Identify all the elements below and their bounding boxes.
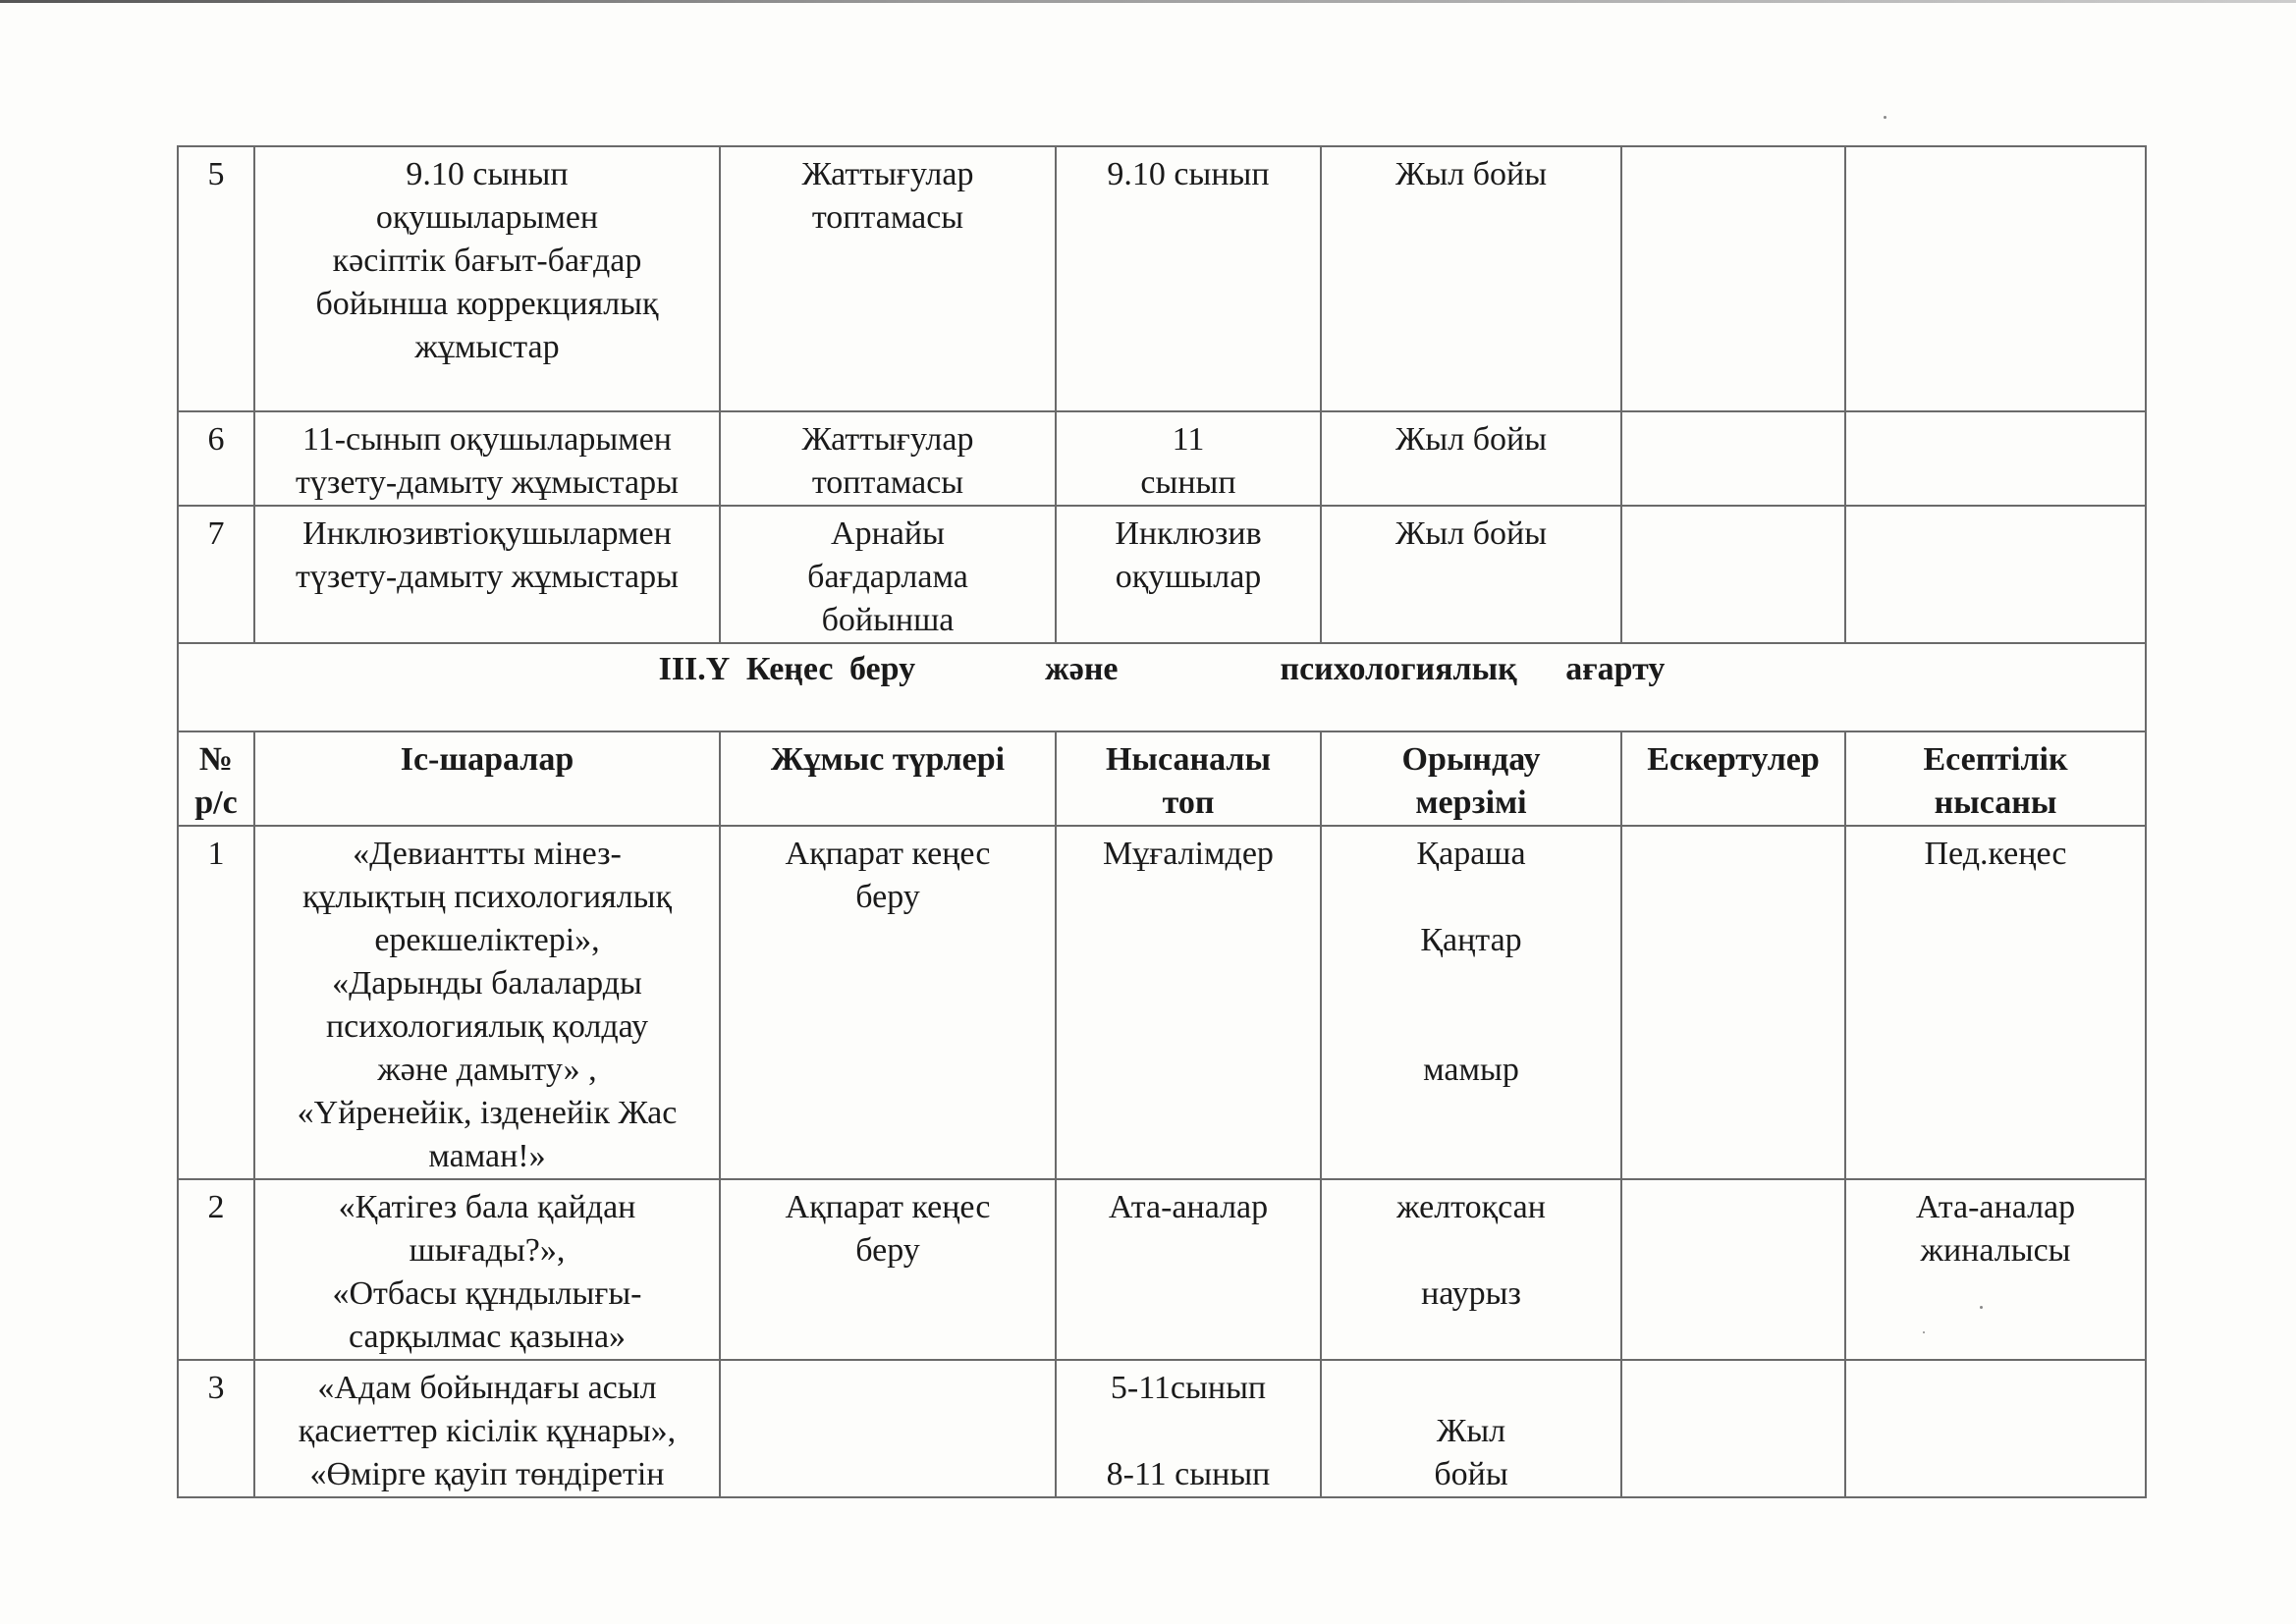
scan-speck [1884,116,1886,119]
header-report-form: Есептілік нысаны [1845,731,2146,826]
target-group-cell: Ата-аналар [1056,1179,1321,1360]
notes-cell [1621,1179,1845,1360]
work-type-cell: Ақпарат кеңес беру [720,1179,1056,1360]
target-group-cell: 9.10 сынып [1056,146,1321,411]
work-type-cell: Арнайы бағдарлама бойынша [720,506,1056,643]
work-type-cell: Ақпарат кеңес беру [720,826,1056,1179]
activity-cell: 11-сынып оқушыларымен түзету-дамыту жұмыстары [254,411,720,506]
deadline-cell: Жыл бойы [1321,146,1621,411]
header-number: № р/с [178,731,254,826]
table-row [178,826,2146,1179]
header-target-group: Нысаналы топ [1056,731,1321,826]
activity-cell: «Адам бойындағы асыл қасиеттер кісілік құнары», «Өмірге қауіп төндіретін [254,1360,720,1497]
header-activities: Іс-шаралар [254,731,720,826]
work-type-cell: Жаттығулар топтамасы [720,146,1056,411]
activity-cell: «Қатігез бала қайдан шығады?», «Отбасы құндылығы- сарқылмас қазына» [254,1179,720,1360]
target-group-cell: 11 сынып [1056,411,1321,506]
notes-cell [1621,1360,1845,1497]
report-form-cell [1845,1360,2146,1497]
table-row [178,411,2146,506]
deadline-cell: Жыл бойы [1321,1360,1621,1497]
section-title: III.Ү Кеңес беру және психологиялық ағарту [178,643,2146,731]
work-type-cell: Жаттығулар топтамасы [720,411,1056,506]
target-group-cell: Инклюзив оқушылар [1056,506,1321,643]
row-number: 1 [178,826,254,1179]
target-group-cell: 5-11сынып 8-11 сынып [1056,1360,1321,1497]
report-form-cell: Пед.кеңес [1845,826,2146,1179]
notes-cell [1621,411,1845,506]
activity-cell: Инклюзивтіоқушылармен түзету-дамыту жұмыстары [254,506,720,643]
activity-cell: 9.10 сынып оқушыларымен кәсіптік бағыт-бағдар бойынша коррекциялық жұмыстар [254,146,720,411]
table-row [178,1360,2146,1497]
scan-top-edge [0,0,2296,3]
header-notes: Ескертулер [1621,731,1845,826]
table-header-row [178,731,2146,826]
row-number: 7 [178,506,254,643]
header-deadline: Орындау мерзімі [1321,731,1621,826]
header-work-types: Жұмыс түрлері [720,731,1056,826]
work-plan-table [177,145,2147,1498]
row-number: 3 [178,1360,254,1497]
target-group-cell: Мұғалімдер [1056,826,1321,1179]
activity-cell: «Девиантты мінез- құлықтың психологиялық ерекшеліктері», «Дарынды балаларды психологиялық қолдау және дамыту» , «Үйренейік, ізденейік Жас маман!» [254,826,720,1179]
notes-cell [1621,826,1845,1179]
deadline-cell: желтоқсан наурыз [1321,1179,1621,1360]
report-form-cell [1845,506,2146,643]
table-row [178,1179,2146,1360]
deadline-cell: Жыл бойы [1321,506,1621,643]
deadline-cell: Қараша Қаңтар мамыр [1321,826,1621,1179]
row-number: 5 [178,146,254,411]
row-number: 2 [178,1179,254,1360]
section-heading-row [178,643,2146,731]
row-number: 6 [178,411,254,506]
table-row [178,146,2146,411]
report-form-cell: Ата-аналар жиналысы [1845,1179,2146,1360]
report-form-cell [1845,146,2146,411]
notes-cell [1621,146,1845,411]
table-row [178,506,2146,643]
deadline-cell: Жыл бойы [1321,411,1621,506]
work-type-cell [720,1360,1056,1497]
notes-cell [1621,506,1845,643]
report-form-cell [1845,411,2146,506]
